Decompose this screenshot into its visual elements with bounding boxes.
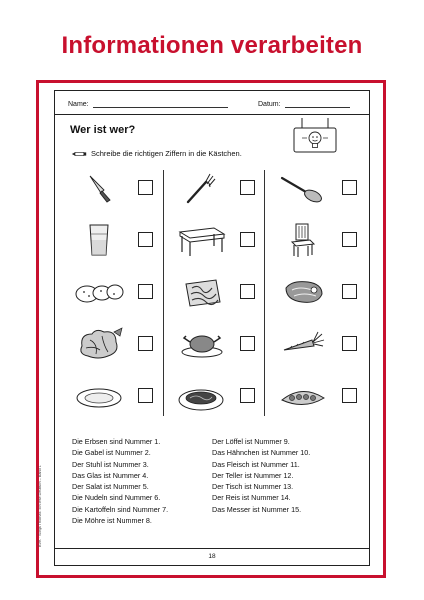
header-divider bbox=[54, 114, 370, 115]
statement: Der Löffel ist Nummer 9. bbox=[212, 437, 290, 446]
statement: Der Reis ist Nummer 14. bbox=[212, 493, 291, 503]
answer-box[interactable] bbox=[342, 388, 357, 403]
statements-right bbox=[212, 436, 310, 515]
grid-cell-chair bbox=[266, 214, 366, 266]
chicken-icon bbox=[176, 326, 226, 362]
exercise-heading: Wer ist wer? bbox=[70, 124, 136, 136]
answer-box[interactable] bbox=[138, 336, 153, 351]
answer-box[interactable] bbox=[342, 284, 357, 299]
statements-left bbox=[72, 436, 168, 526]
side-credit: BVK · Sonja Thomas: Ich lese Deutsch – Band 1 bbox=[38, 465, 42, 547]
name-label: Name: bbox=[68, 101, 89, 108]
column-divider bbox=[264, 170, 265, 416]
picture-grid bbox=[62, 162, 362, 424]
grid-cell-table bbox=[164, 214, 264, 266]
answer-box[interactable] bbox=[342, 232, 357, 247]
statement: Die Kartoffeln sind Nummer 7. bbox=[72, 504, 169, 514]
grid-cell-salad bbox=[62, 318, 162, 370]
table-icon bbox=[176, 222, 226, 258]
answer-box[interactable] bbox=[138, 232, 153, 247]
statement: Die Nudeln sind Nummer 6. bbox=[72, 493, 161, 503]
statement: Der Salat ist Nummer 5. bbox=[72, 482, 149, 492]
date-line[interactable] bbox=[285, 100, 350, 108]
grid-cell-carrot bbox=[266, 318, 366, 370]
answer-box[interactable] bbox=[240, 232, 255, 247]
grid-cell-noodles bbox=[164, 266, 264, 318]
grid-cell-spoon bbox=[266, 162, 366, 214]
glass-icon bbox=[74, 222, 124, 258]
instruction-text: Schreibe die richtigen Ziffern in die Kästchen. bbox=[91, 149, 242, 158]
answer-box[interactable] bbox=[342, 336, 357, 351]
answer-box[interactable] bbox=[138, 180, 153, 195]
answer-box[interactable] bbox=[240, 180, 255, 195]
grid-cell-fork bbox=[164, 162, 264, 214]
statement: Der Teller ist Nummer 12. bbox=[212, 470, 294, 480]
instruction bbox=[70, 149, 242, 158]
meat-icon bbox=[278, 274, 328, 310]
grid-cell-peas bbox=[266, 370, 366, 422]
statement: Der Tisch ist Nummer 13. bbox=[212, 482, 294, 492]
answer-box[interactable] bbox=[138, 284, 153, 299]
statement: Das Glas ist Nummer 4. bbox=[72, 470, 149, 480]
answer-box[interactable] bbox=[342, 180, 357, 195]
carrot-icon bbox=[278, 326, 328, 362]
answer-box[interactable] bbox=[138, 388, 153, 403]
potatoes-icon bbox=[74, 274, 124, 310]
answer-box[interactable] bbox=[240, 388, 255, 403]
statement: Die Erbsen sind Nummer 1. bbox=[72, 437, 161, 446]
fork-icon bbox=[176, 170, 226, 206]
answer-box[interactable] bbox=[240, 284, 255, 299]
answer-box[interactable] bbox=[240, 336, 255, 351]
statement: Das Messer ist Nummer 15. bbox=[212, 504, 302, 514]
date-field bbox=[258, 100, 350, 108]
page-number: 18 bbox=[208, 553, 216, 560]
lightbulb-sign-icon bbox=[290, 118, 340, 154]
pencil-icon bbox=[70, 152, 88, 156]
page-title: Informationen verarbeiten bbox=[61, 32, 363, 59]
statement: Das Hähnchen ist Nummer 10. bbox=[212, 448, 311, 458]
statement: Die Gabel ist Nummer 2. bbox=[72, 448, 151, 458]
noodles-icon bbox=[176, 274, 226, 310]
date-label: Datum: bbox=[258, 101, 281, 108]
grid-cell-glass bbox=[62, 214, 162, 266]
grid-cell-meat bbox=[266, 266, 366, 318]
grid-cell-rice bbox=[164, 370, 264, 422]
rice-bowl-icon bbox=[176, 378, 226, 414]
grid-cell-potatoes bbox=[62, 266, 162, 318]
name-field bbox=[68, 100, 228, 108]
statement: Das Fleisch ist Nummer 11. bbox=[212, 459, 300, 469]
spoon-icon bbox=[278, 170, 328, 206]
chair-icon bbox=[278, 222, 328, 258]
name-line[interactable] bbox=[93, 100, 228, 108]
salad-icon bbox=[74, 326, 124, 362]
statement: Der Stuhl ist Nummer 3. bbox=[72, 459, 149, 469]
grid-cell-knife bbox=[62, 162, 162, 214]
knife-icon bbox=[74, 170, 124, 206]
plate-icon bbox=[74, 378, 124, 414]
footer-divider bbox=[54, 548, 370, 549]
grid-cell-chicken bbox=[164, 318, 264, 370]
statement: Die Möhre ist Nummer 8. bbox=[72, 516, 152, 526]
peas-icon bbox=[278, 378, 328, 414]
grid-cell-plate bbox=[62, 370, 162, 422]
